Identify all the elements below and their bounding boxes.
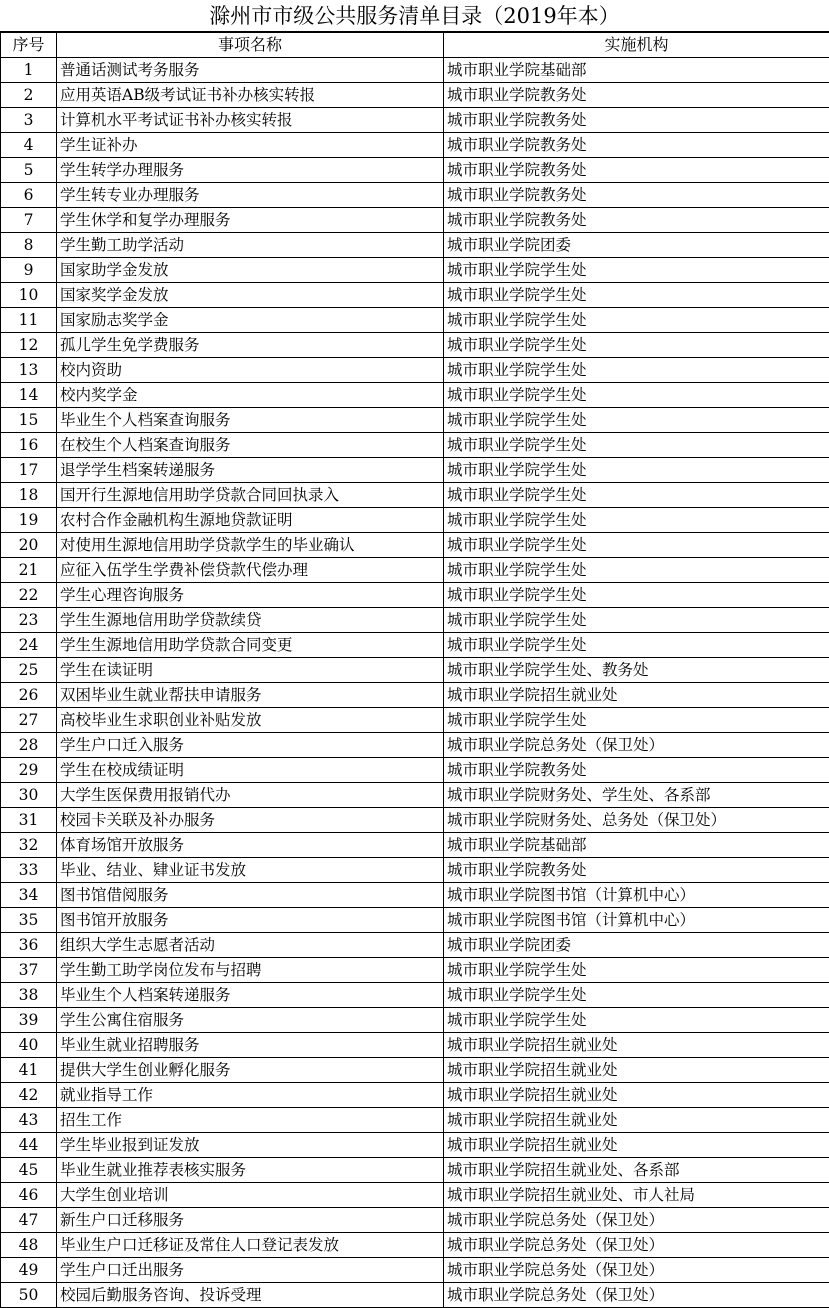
row-organization: 城市职业学院财务处、学生处、各系部 xyxy=(444,783,829,808)
row-item-name: 校园后勤服务咨询、投诉受理 xyxy=(57,1283,444,1308)
table-row xyxy=(1,483,829,508)
row-number: 13 xyxy=(1,358,57,383)
row-item-name: 校内资助 xyxy=(57,358,444,383)
row-number: 1 xyxy=(1,58,57,83)
row-organization: 城市职业学院学生处 xyxy=(444,308,829,333)
row-item-name: 大学生医保费用报销代办 xyxy=(57,783,444,808)
row-number: 11 xyxy=(1,308,57,333)
table-row xyxy=(1,1033,829,1058)
row-item-name: 校内奖学金 xyxy=(57,383,444,408)
column-header-no: 序号 xyxy=(1,33,57,58)
row-item-name: 组织大学生志愿者活动 xyxy=(57,933,444,958)
table-row xyxy=(1,208,829,233)
table-row xyxy=(1,658,829,683)
row-item-name: 新生户口迁移服务 xyxy=(57,1208,444,1233)
table-row xyxy=(1,58,829,83)
row-number: 28 xyxy=(1,733,57,758)
row-organization: 城市职业学院招生就业处 xyxy=(444,1108,829,1133)
row-item-name: 毕业生个人档案转递服务 xyxy=(57,983,444,1008)
row-number: 36 xyxy=(1,933,57,958)
row-organization: 城市职业学院招生就业处 xyxy=(444,1033,829,1058)
table-row xyxy=(1,608,829,633)
row-item-name: 学生户口迁出服务 xyxy=(57,1258,444,1283)
row-organization: 城市职业学院学生处 xyxy=(444,633,829,658)
table-row xyxy=(1,383,829,408)
row-item-name: 大学生创业培训 xyxy=(57,1183,444,1208)
table-row xyxy=(1,1233,829,1258)
row-organization: 城市职业学院学生处 xyxy=(444,358,829,383)
row-number: 23 xyxy=(1,608,57,633)
table-row xyxy=(1,683,829,708)
row-organization: 城市职业学院教务处 xyxy=(444,133,829,158)
page-title: 滁州市市级公共服务清单目录（2019年本） xyxy=(0,0,829,32)
row-organization: 城市职业学院团委 xyxy=(444,933,829,958)
table-row xyxy=(1,1133,829,1158)
row-number: 21 xyxy=(1,558,57,583)
table-row xyxy=(1,1158,829,1183)
row-item-name: 国开行生源地信用助学贷款合同回执录入 xyxy=(57,483,444,508)
row-number: 14 xyxy=(1,383,57,408)
table-row xyxy=(1,83,829,108)
table-row xyxy=(1,783,829,808)
table-row xyxy=(1,158,829,183)
table-row xyxy=(1,1258,829,1283)
row-number: 5 xyxy=(1,158,57,183)
row-organization: 城市职业学院财务处、总务处（保卫处） xyxy=(444,808,829,833)
row-organization: 城市职业学院招生就业处 xyxy=(444,1133,829,1158)
table-row xyxy=(1,233,829,258)
table-row xyxy=(1,808,829,833)
table-row xyxy=(1,108,829,133)
row-organization: 城市职业学院总务处（保卫处） xyxy=(444,1258,829,1283)
row-organization: 城市职业学院学生处 xyxy=(444,608,829,633)
table-row xyxy=(1,733,829,758)
table-row xyxy=(1,183,829,208)
row-organization: 城市职业学院总务处（保卫处） xyxy=(444,733,829,758)
row-number: 17 xyxy=(1,458,57,483)
table-row xyxy=(1,758,829,783)
row-number: 16 xyxy=(1,433,57,458)
row-number: 48 xyxy=(1,1233,57,1258)
row-organization: 城市职业学院教务处 xyxy=(444,83,829,108)
row-item-name: 就业指导工作 xyxy=(57,1083,444,1108)
row-number: 3 xyxy=(1,108,57,133)
table-row xyxy=(1,433,829,458)
row-organization: 城市职业学院招生就业处、各系部 xyxy=(444,1158,829,1183)
row-number: 33 xyxy=(1,858,57,883)
row-number: 10 xyxy=(1,283,57,308)
table-row xyxy=(1,1108,829,1133)
row-organization: 城市职业学院教务处 xyxy=(444,858,829,883)
row-organization: 城市职业学院学生处 xyxy=(444,483,829,508)
table-row xyxy=(1,1183,829,1208)
row-number: 6 xyxy=(1,183,57,208)
row-item-name: 毕业生就业推荐表核实服务 xyxy=(57,1158,444,1183)
row-number: 45 xyxy=(1,1158,57,1183)
table-row xyxy=(1,883,829,908)
row-item-name: 校园卡关联及补办服务 xyxy=(57,808,444,833)
row-item-name: 国家励志奖学金 xyxy=(57,308,444,333)
row-number: 22 xyxy=(1,583,57,608)
table-body xyxy=(1,58,829,1308)
row-item-name: 学生户口迁入服务 xyxy=(57,733,444,758)
column-header-org: 实施机构 xyxy=(444,33,829,58)
table-row xyxy=(1,308,829,333)
row-organization: 城市职业学院基础部 xyxy=(444,833,829,858)
table-row xyxy=(1,458,829,483)
row-organization: 城市职业学院学生处 xyxy=(444,1008,829,1033)
row-number: 40 xyxy=(1,1033,57,1058)
row-organization: 城市职业学院基础部 xyxy=(444,58,829,83)
table-row xyxy=(1,408,829,433)
row-organization: 城市职业学院学生处 xyxy=(444,583,829,608)
row-number: 39 xyxy=(1,1008,57,1033)
row-number: 50 xyxy=(1,1283,57,1308)
row-item-name: 学生生源地信用助学贷款续贷 xyxy=(57,608,444,633)
table-row xyxy=(1,333,829,358)
row-organization: 城市职业学院教务处 xyxy=(444,208,829,233)
row-item-name: 招生工作 xyxy=(57,1108,444,1133)
row-item-name: 在校生个人档案查询服务 xyxy=(57,433,444,458)
row-organization: 城市职业学院总务处（保卫处） xyxy=(444,1283,829,1308)
row-organization: 城市职业学院教务处 xyxy=(444,108,829,133)
row-item-name: 学生生源地信用助学贷款合同变更 xyxy=(57,633,444,658)
table-row xyxy=(1,1283,829,1308)
row-number: 46 xyxy=(1,1183,57,1208)
row-number: 44 xyxy=(1,1133,57,1158)
row-number: 19 xyxy=(1,508,57,533)
table-row xyxy=(1,833,829,858)
row-organization: 城市职业学院学生处 xyxy=(444,533,829,558)
table-header-row xyxy=(1,33,829,58)
table-row xyxy=(1,583,829,608)
row-item-name: 孤儿学生免学费服务 xyxy=(57,333,444,358)
row-item-name: 提供大学生创业孵化服务 xyxy=(57,1058,444,1083)
row-number: 12 xyxy=(1,333,57,358)
row-item-name: 学生在校成绩证明 xyxy=(57,758,444,783)
row-organization: 城市职业学院总务处（保卫处） xyxy=(444,1233,829,1258)
row-organization: 城市职业学院学生处 xyxy=(444,458,829,483)
row-number: 2 xyxy=(1,83,57,108)
row-number: 18 xyxy=(1,483,57,508)
row-organization: 城市职业学院学生处 xyxy=(444,333,829,358)
row-organization: 城市职业学院招生就业处、市人社局 xyxy=(444,1183,829,1208)
row-organization: 城市职业学院学生处 xyxy=(444,408,829,433)
row-number: 30 xyxy=(1,783,57,808)
row-item-name: 学生证补办 xyxy=(57,133,444,158)
row-organization: 城市职业学院总务处（保卫处） xyxy=(444,1208,829,1233)
row-number: 26 xyxy=(1,683,57,708)
row-number: 24 xyxy=(1,633,57,658)
row-item-name: 学生心理咨询服务 xyxy=(57,583,444,608)
row-item-name: 退学学生档案转递服务 xyxy=(57,458,444,483)
row-number: 47 xyxy=(1,1208,57,1233)
table-row xyxy=(1,983,829,1008)
row-number: 25 xyxy=(1,658,57,683)
table-row xyxy=(1,858,829,883)
row-organization: 城市职业学院学生处 xyxy=(444,983,829,1008)
row-number: 38 xyxy=(1,983,57,1008)
row-number: 43 xyxy=(1,1108,57,1133)
row-organization: 城市职业学院招生就业处 xyxy=(444,683,829,708)
row-organization: 城市职业学院学生处 xyxy=(444,558,829,583)
row-item-name: 图书馆开放服务 xyxy=(57,908,444,933)
table-row xyxy=(1,1008,829,1033)
row-item-name: 体育场馆开放服务 xyxy=(57,833,444,858)
table-row xyxy=(1,358,829,383)
row-number: 27 xyxy=(1,708,57,733)
row-item-name: 毕业生就业招聘服务 xyxy=(57,1033,444,1058)
row-organization: 城市职业学院学生处 xyxy=(444,283,829,308)
table-row xyxy=(1,958,829,983)
row-item-name: 毕业生个人档案查询服务 xyxy=(57,408,444,433)
table-row xyxy=(1,133,829,158)
row-item-name: 应用英语AB级考试证书补办核实转报 xyxy=(57,83,444,108)
row-item-name: 应征入伍学生学费补偿贷款代偿办理 xyxy=(57,558,444,583)
row-organization: 城市职业学院招生就业处 xyxy=(444,1083,829,1108)
table-row xyxy=(1,558,829,583)
row-item-name: 学生公寓住宿服务 xyxy=(57,1008,444,1033)
table-row xyxy=(1,908,829,933)
row-item-name: 学生勤工助学活动 xyxy=(57,233,444,258)
table-row xyxy=(1,933,829,958)
row-organization: 城市职业学院学生处 xyxy=(444,508,829,533)
row-number: 7 xyxy=(1,208,57,233)
row-number: 20 xyxy=(1,533,57,558)
row-organization: 城市职业学院教务处 xyxy=(444,158,829,183)
row-organization: 城市职业学院教务处 xyxy=(444,758,829,783)
row-item-name: 国家奖学金发放 xyxy=(57,283,444,308)
row-number: 8 xyxy=(1,233,57,258)
row-number: 9 xyxy=(1,258,57,283)
row-number: 42 xyxy=(1,1083,57,1108)
row-number: 31 xyxy=(1,808,57,833)
table-row xyxy=(1,258,829,283)
row-number: 41 xyxy=(1,1058,57,1083)
row-item-name: 学生勤工助学岗位发布与招聘 xyxy=(57,958,444,983)
row-item-name: 毕业生户口迁移证及常住人口登记表发放 xyxy=(57,1233,444,1258)
row-organization: 城市职业学院招生就业处 xyxy=(444,1058,829,1083)
row-item-name: 图书馆借阅服务 xyxy=(57,883,444,908)
row-organization: 城市职业学院学生处 xyxy=(444,958,829,983)
row-organization: 城市职业学院团委 xyxy=(444,233,829,258)
row-item-name: 毕业、结业、肄业证书发放 xyxy=(57,858,444,883)
row-number: 4 xyxy=(1,133,57,158)
row-item-name: 普通话测试考务服务 xyxy=(57,58,444,83)
row-organization: 城市职业学院教务处 xyxy=(444,183,829,208)
row-item-name: 计算机水平考试证书补办核实转报 xyxy=(57,108,444,133)
table-row xyxy=(1,283,829,308)
row-item-name: 学生休学和复学办理服务 xyxy=(57,208,444,233)
row-number: 37 xyxy=(1,958,57,983)
table-row xyxy=(1,633,829,658)
column-header-item: 事项名称 xyxy=(57,33,444,58)
row-number: 34 xyxy=(1,883,57,908)
row-organization: 城市职业学院图书馆（计算机中心） xyxy=(444,908,829,933)
row-organization: 城市职业学院学生处 xyxy=(444,433,829,458)
row-item-name: 学生毕业报到证发放 xyxy=(57,1133,444,1158)
service-table xyxy=(0,32,829,1308)
table-row xyxy=(1,1058,829,1083)
row-number: 15 xyxy=(1,408,57,433)
row-item-name: 国家助学金发放 xyxy=(57,258,444,283)
row-item-name: 学生转学办理服务 xyxy=(57,158,444,183)
row-number: 35 xyxy=(1,908,57,933)
table-row xyxy=(1,508,829,533)
row-item-name: 双困毕业生就业帮扶申请服务 xyxy=(57,683,444,708)
row-organization: 城市职业学院学生处、教务处 xyxy=(444,658,829,683)
row-number: 32 xyxy=(1,833,57,858)
row-item-name: 高校毕业生求职创业补贴发放 xyxy=(57,708,444,733)
row-item-name: 学生在读证明 xyxy=(57,658,444,683)
table-row xyxy=(1,1208,829,1233)
table-row xyxy=(1,1083,829,1108)
row-organization: 城市职业学院图书馆（计算机中心） xyxy=(444,883,829,908)
row-item-name: 对使用生源地信用助学贷款学生的毕业确认 xyxy=(57,533,444,558)
row-item-name: 学生转专业办理服务 xyxy=(57,183,444,208)
row-organization: 城市职业学院学生处 xyxy=(444,258,829,283)
row-organization: 城市职业学院学生处 xyxy=(444,708,829,733)
row-organization: 城市职业学院学生处 xyxy=(444,383,829,408)
row-number: 49 xyxy=(1,1258,57,1283)
table-row xyxy=(1,533,829,558)
table-row xyxy=(1,708,829,733)
row-item-name: 农村合作金融机构生源地贷款证明 xyxy=(57,508,444,533)
row-number: 29 xyxy=(1,758,57,783)
